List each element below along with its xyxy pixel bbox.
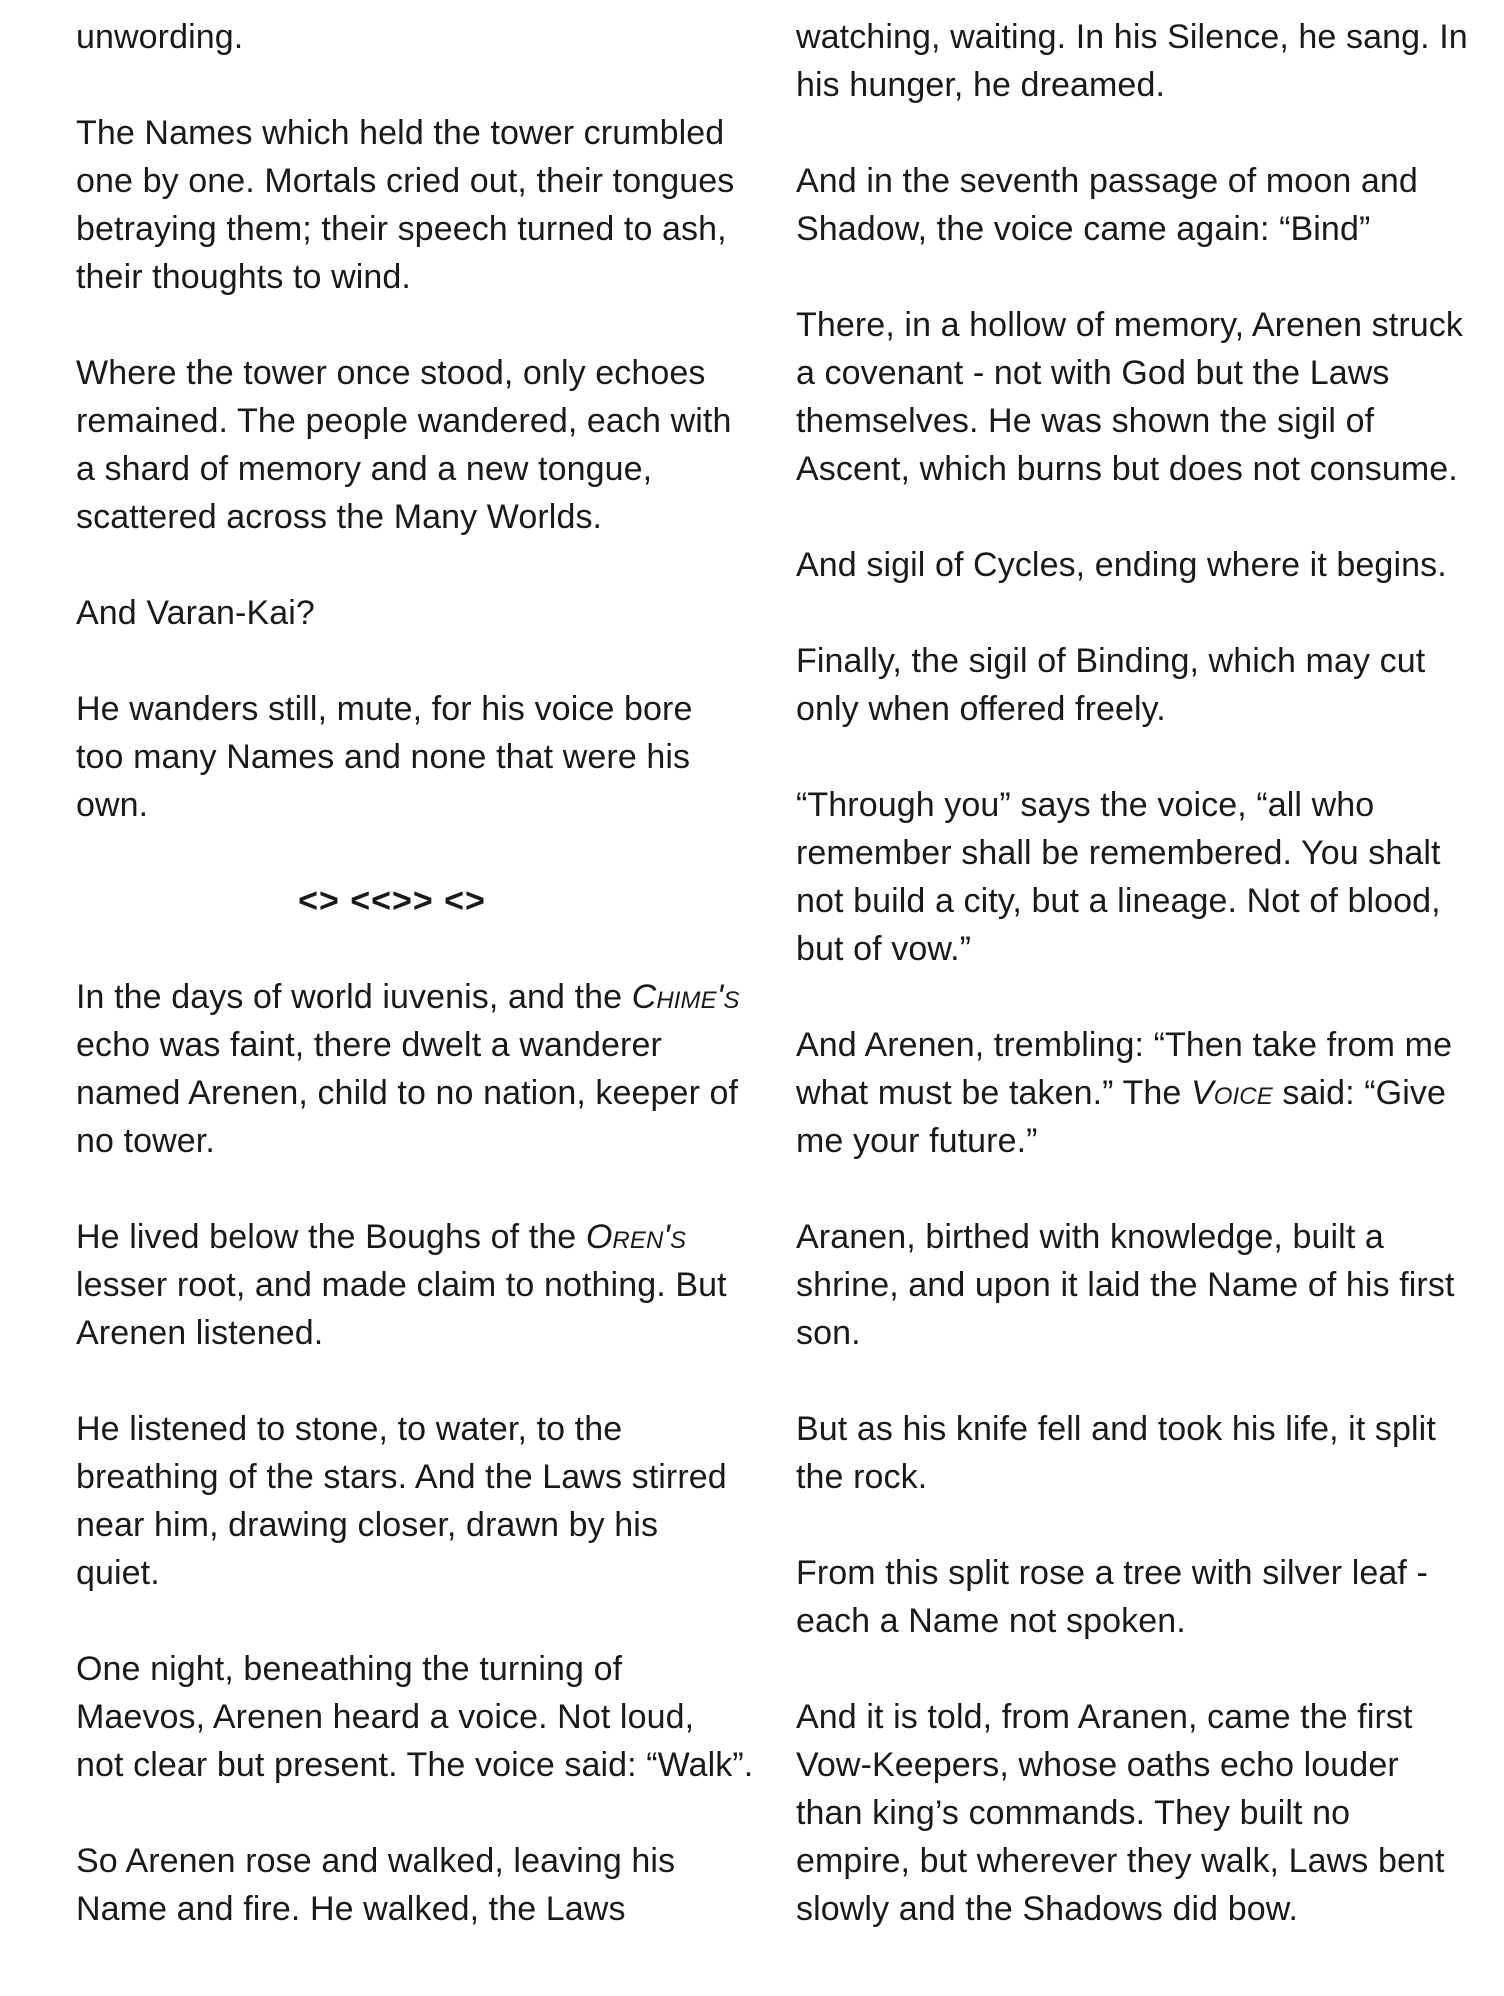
paragraph: And Arenen, trembling: “Then take from me what must be taken.” The Voice said: “Give me your future.” bbox=[796, 1026, 1453, 1160]
paragraph: So Arenen rose and walked, leaving his Name and fire. He walked, the Laws bbox=[76, 1842, 676, 1928]
paragraph: And it is told, from Aranen, came the first Vow-Keepers, whose oaths echo louder than king’s commands. They built no empire, but wherever they walk, Laws bent slowly and the Shadows did bow. bbox=[796, 1698, 1445, 1928]
paragraph: And sigil of Cycles, ending where it begins. bbox=[796, 546, 1447, 584]
text-column-right bbox=[796, 13, 1468, 1996]
paragraph: There, in a hollow of memory, Arenen struck a covenant - not with God but the Laws themselves. He was shown the sigil of Ascent, which burns but does not consume. bbox=[796, 306, 1463, 488]
paragraph: From this split rose a tree with silver leaf - each a Name not spoken. bbox=[796, 1554, 1428, 1640]
paragraph: Where the tower once stood, only echoes remained. The people wandered, each with a shard of memory and a new tongue, scattered across the Many Worlds. bbox=[76, 354, 732, 536]
paragraph: Finally, the sigil of Binding, which may cut only when offered freely. bbox=[796, 642, 1426, 728]
paragraph: “Through you” says the voice, “all who remember shall be remembered. You shalt not build a city, but a lineage. Not of blood, but of vow.” bbox=[796, 786, 1441, 968]
paragraph: But as his knife fell and took his life, it split the rock. bbox=[796, 1410, 1436, 1496]
paragraph: The Names which held the tower crumbled one by one. Mortals cried out, their tongues betraying them; their speech turned to ash, their thoughts to wind. bbox=[76, 114, 735, 296]
paragraph: One night, beneathing the turning of Maevos, Arenen heard a voice. Not loud, not clear but present. The voice said: “Walk”. bbox=[76, 1650, 754, 1784]
small-caps-term: Voice bbox=[1190, 1074, 1273, 1112]
paragraph: He lived below the Boughs of the Oren's lesser root, and made claim to nothing. But Arenen listened. bbox=[76, 1218, 727, 1352]
paragraph: And in the seventh passage of moon and Shadow, the voice came again: “Bind” bbox=[796, 162, 1418, 248]
section-divider: <> <<>> <> bbox=[298, 882, 486, 920]
paragraph: He listened to stone, to water, to the breathing of the stars. And the Laws stirred near him, drawing closer, drawn by his quiet. bbox=[76, 1410, 727, 1592]
paragraph: In the days of world iuvenis, and the Chime's echo was faint, there dwelt a wanderer named Arenen, child to no nation, keeper of no tower. bbox=[76, 978, 740, 1160]
text-column-left bbox=[76, 13, 754, 1996]
paragraph: He wanders still, mute, for his voice bore too many Names and none that were his own. bbox=[76, 690, 693, 824]
paragraph: unwording. bbox=[76, 18, 244, 56]
paragraph: And Varan-Kai? bbox=[76, 594, 315, 632]
small-caps-term: Chime's bbox=[631, 978, 740, 1016]
paragraph: watching, waiting. In his Silence, he sang. In his hunger, he dreamed. bbox=[796, 18, 1468, 104]
small-caps-term: Oren's bbox=[585, 1218, 687, 1256]
paragraph: Aranen, birthed with knowledge, built a shrine, and upon it laid the Name of his first son. bbox=[796, 1218, 1455, 1352]
